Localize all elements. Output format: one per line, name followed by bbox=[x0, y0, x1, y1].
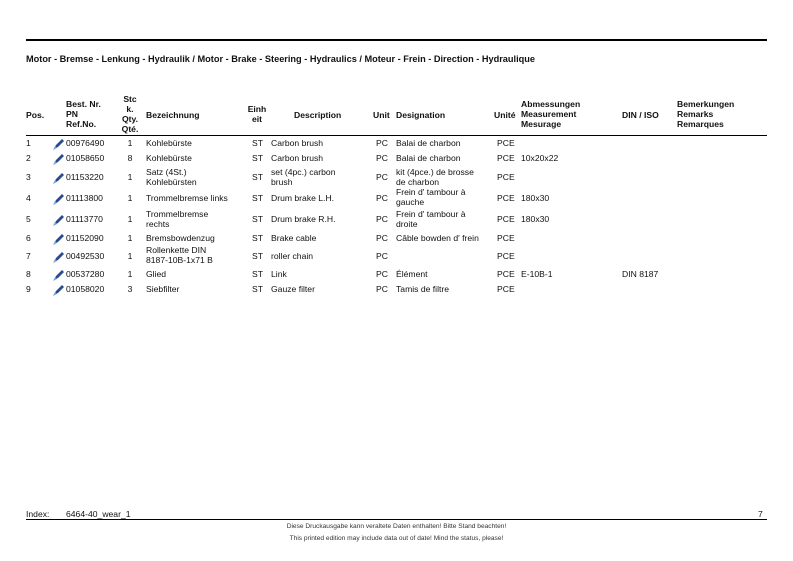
row-unit: PC bbox=[376, 153, 388, 163]
row-unite: PCE bbox=[497, 172, 515, 182]
row-unite: PCE bbox=[497, 214, 515, 224]
row-description: Drum brake L.H. bbox=[271, 193, 335, 203]
row-einheit: ST bbox=[252, 138, 263, 148]
row-bezeichnung: Rollenkette DIN 8187-10B-1x71 B bbox=[146, 245, 213, 265]
row-measurement: E-10B-1 bbox=[521, 269, 553, 279]
row-description: Gauze filter bbox=[271, 284, 315, 294]
row-pos: 3 bbox=[26, 172, 31, 182]
row-einheit: ST bbox=[252, 251, 263, 261]
row-measurement: 180x30 bbox=[521, 214, 550, 224]
row-measurement: 10x20x22 bbox=[521, 153, 559, 163]
table-row bbox=[0, 187, 793, 210]
pencil-icon[interactable] bbox=[52, 251, 66, 263]
row-einheit: ST bbox=[252, 153, 263, 163]
header-din-iso: DIN / ISO bbox=[622, 110, 659, 120]
row-designation: Frein d' tambour à droite bbox=[396, 209, 466, 229]
row-part-number[interactable]: 01113770 bbox=[66, 214, 103, 224]
row-designation: Tamis de filtre bbox=[396, 284, 450, 294]
row-description: Brake cable bbox=[271, 233, 317, 243]
row-einheit: ST bbox=[252, 193, 263, 203]
row-qty: 1 bbox=[127, 233, 133, 243]
row-description: Carbon brush bbox=[271, 153, 324, 163]
row-designation: Élément bbox=[396, 269, 428, 279]
row-einheit: ST bbox=[252, 269, 263, 279]
row-qty: 1 bbox=[127, 251, 133, 261]
row-pos: 9 bbox=[26, 284, 31, 294]
row-designation: Balai de charbon bbox=[396, 153, 461, 163]
row-unit: PC bbox=[376, 214, 388, 224]
footer-note-de: Diese Druckausgabe kann veraltete Daten enthalten! Bitte Stand beachten! bbox=[286, 523, 507, 530]
row-part-number[interactable]: 00976490 bbox=[66, 138, 105, 148]
header-einheit: Einh eit bbox=[247, 104, 267, 124]
row-description: Drum brake R.H. bbox=[271, 214, 336, 224]
row-designation: Frein d' tambour à gauche bbox=[396, 187, 466, 207]
row-unit: PC bbox=[376, 138, 388, 148]
row-bezeichnung: Glied bbox=[146, 269, 167, 279]
row-description: roller chain bbox=[271, 251, 314, 261]
page-number: 7 bbox=[758, 509, 763, 519]
pencil-icon[interactable] bbox=[52, 233, 66, 245]
row-unit: PC bbox=[376, 284, 388, 294]
row-unit: PC bbox=[376, 193, 388, 203]
header-qty: Stc k. Qty. Qté. bbox=[121, 94, 139, 134]
row-designation: kit (4pce.) de brosse de charbon bbox=[396, 167, 474, 187]
row-unite: PCE bbox=[497, 193, 515, 203]
row-qty: 1 bbox=[127, 172, 133, 182]
row-part-number[interactable]: 00537280 bbox=[66, 269, 105, 279]
row-qty: 3 bbox=[127, 284, 133, 294]
pencil-icon[interactable] bbox=[52, 153, 66, 165]
row-unite: PCE bbox=[497, 269, 515, 279]
header-bezeichnung: Bezeichnung bbox=[146, 110, 200, 120]
row-part-number[interactable]: 01152090 bbox=[66, 233, 104, 243]
top-rule bbox=[26, 39, 767, 41]
row-unite: PCE bbox=[497, 138, 515, 148]
table-row bbox=[0, 209, 793, 231]
row-bezeichnung: Trommelbremse rechts bbox=[146, 209, 209, 229]
table-row bbox=[0, 285, 793, 301]
row-bezeichnung: Kohlebürste bbox=[146, 138, 192, 148]
table-row bbox=[0, 245, 793, 268]
row-bezeichnung: Siebfilter bbox=[146, 284, 180, 294]
footer-note-en: This printed edition may include data out of date! Mind the status, please! bbox=[289, 535, 504, 542]
pencil-icon[interactable] bbox=[52, 284, 66, 296]
row-einheit: ST bbox=[252, 214, 263, 224]
header-pos: Pos. bbox=[26, 110, 45, 120]
row-unite: PCE bbox=[497, 233, 515, 243]
header-bemerkungen: Bemerkungen Remarks Remarques bbox=[677, 99, 735, 129]
row-unite: PCE bbox=[497, 284, 515, 294]
index-label: Index: bbox=[26, 509, 50, 519]
row-qty: 8 bbox=[127, 153, 133, 163]
row-description: set (4pc.) carbon brush bbox=[271, 167, 336, 187]
row-unit: PC bbox=[376, 251, 388, 261]
row-bezeichnung: Bremsbowdenzug bbox=[146, 233, 215, 243]
row-bezeichnung: Trommelbremse links bbox=[146, 193, 228, 203]
row-qty: 1 bbox=[127, 193, 133, 203]
page-title: Motor - Bremse - Lenkung - Hydraulik / Motor - Brake - Steering - Hydraulics / Moteur - Frein - Direction - Hydraulique bbox=[26, 54, 535, 64]
row-pos: 8 bbox=[26, 269, 31, 279]
row-part-number[interactable]: 00492530 bbox=[66, 251, 105, 261]
row-part-number[interactable]: 01058020 bbox=[66, 284, 105, 294]
row-unite: PCE bbox=[497, 251, 515, 261]
row-pos: 6 bbox=[26, 233, 31, 243]
row-pos: 5 bbox=[26, 214, 31, 224]
index-value: 6464-40_wear_1 bbox=[66, 509, 131, 519]
row-unit: PC bbox=[376, 233, 388, 243]
row-pos: 7 bbox=[26, 251, 31, 261]
row-description: Link bbox=[271, 269, 287, 279]
row-part-number[interactable]: 01153220 bbox=[66, 172, 104, 182]
table-row bbox=[0, 234, 793, 250]
pencil-icon[interactable] bbox=[52, 172, 66, 184]
header-unit: Unit bbox=[373, 110, 390, 120]
row-description: Carbon brush bbox=[271, 138, 324, 148]
row-qty: 1 bbox=[127, 214, 133, 224]
row-designation: Balai de charbon bbox=[396, 138, 461, 148]
header-unite: Unité bbox=[494, 110, 516, 120]
row-einheit: ST bbox=[252, 172, 263, 182]
row-measurement: 180x30 bbox=[521, 193, 550, 203]
row-bezeichnung: Kohlebürste bbox=[146, 153, 192, 163]
header-rule bbox=[26, 135, 767, 136]
header-abmessungen: Abmessungen Measurement Mesurage bbox=[521, 99, 581, 129]
pencil-icon[interactable] bbox=[52, 138, 66, 150]
row-pos: 2 bbox=[26, 153, 31, 163]
row-unite: PCE bbox=[497, 153, 515, 163]
row-part-number[interactable]: 01058650 bbox=[66, 153, 105, 163]
row-designation: Câble bowden d' frein bbox=[396, 233, 479, 243]
pencil-icon[interactable] bbox=[52, 193, 66, 205]
header-best-nr: Best. Nr. PN Ref.No. bbox=[66, 99, 101, 129]
row-pos: 4 bbox=[26, 193, 31, 203]
row-unit: PC bbox=[376, 172, 388, 182]
row-pos: 1 bbox=[26, 138, 31, 148]
header-designation: Designation bbox=[396, 110, 446, 120]
row-qty: 1 bbox=[127, 138, 133, 148]
row-unit: PC bbox=[376, 269, 388, 279]
row-qty: 1 bbox=[127, 269, 133, 279]
pencil-icon[interactable] bbox=[52, 269, 66, 281]
row-einheit: ST bbox=[252, 284, 263, 294]
header-description: Description bbox=[294, 110, 342, 120]
row-din: DIN 8187 bbox=[622, 269, 659, 279]
footer-rule bbox=[26, 519, 767, 520]
row-bezeichnung: Satz (4St.) Kohlebürsten bbox=[146, 167, 197, 187]
row-einheit: ST bbox=[252, 233, 263, 243]
row-part-number[interactable]: 01113800 bbox=[66, 193, 103, 203]
pencil-icon[interactable] bbox=[52, 214, 66, 226]
